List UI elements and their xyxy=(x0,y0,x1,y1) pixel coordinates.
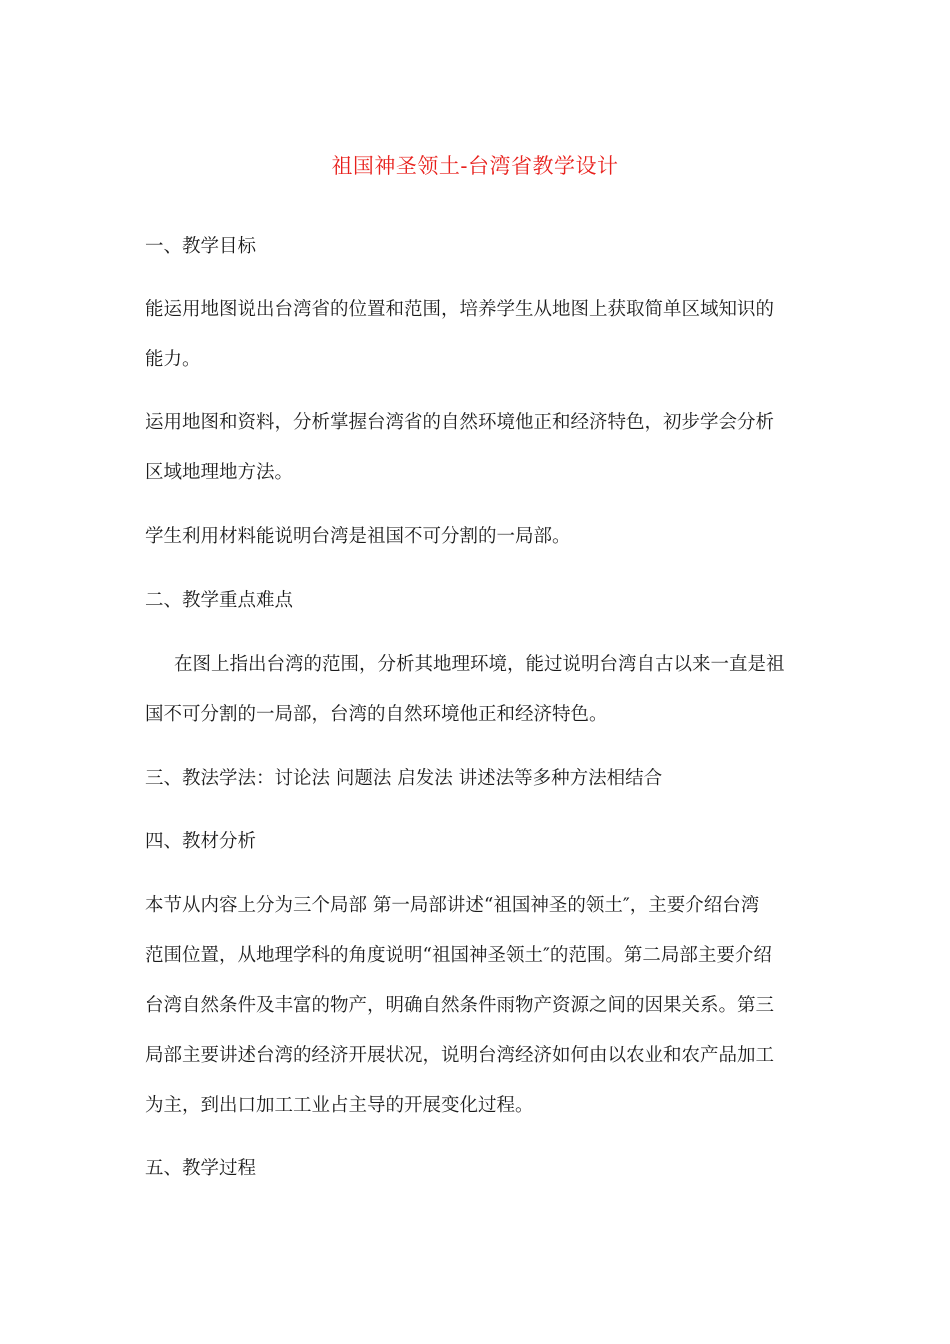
section-1-heading: 一、教学目标 xyxy=(145,236,257,257)
paragraph-line: 国不可分割的一局部，台湾的自然环境他正和经济特色。 xyxy=(145,704,608,725)
paragraph-line: 能力。 xyxy=(145,349,201,370)
section-1-paragraph-2 xyxy=(145,398,810,498)
document-title: 祖国神圣领土-台湾省教学设计 xyxy=(331,154,619,178)
paragraph-line: 区域地理地方法。 xyxy=(145,462,294,483)
paragraph-line: 台湾自然条件及丰富的物产，明确自然条件雨物产资源之间的因果关系。第三 xyxy=(145,995,775,1016)
paragraph-line: 局部主要讲述台湾的经济开展状况，说明台湾经济如何由以农业和农产品加工 xyxy=(145,1045,775,1066)
section-2-paragraph-1 xyxy=(145,640,810,740)
section-3-heading: 三、教法学法：讨论法 问题法 启发法 讲述法等多种方法相结合 xyxy=(145,768,663,789)
section-1-paragraph-3: 学生利用材料能说明台湾是祖国不可分割的一局部。 xyxy=(145,526,571,547)
section-5-heading: 五、教学过程 xyxy=(145,1158,257,1179)
paragraph-line: 能运用地图说出台湾省的位置和范围，培养学生从地图上获取简单区域知识的 xyxy=(145,299,775,320)
paragraph-line: 范围位置，从地理学科的角度说明“祖国神圣领土″的范围。第二局部主要介绍 xyxy=(145,945,772,966)
section-4-paragraph-1 xyxy=(145,881,810,1131)
section-2-heading: 二、教学重点难点 xyxy=(145,590,294,611)
section-4-heading: 四、教材分析 xyxy=(145,831,257,852)
paragraph-line: 在图上指出台湾的范围，分析其地理环境，能过说明台湾自古以来一直是祖 xyxy=(174,654,785,675)
paragraph-line: 本节从内容上分为三个局部 第一局部讲述“祖国神圣的领土″，主要介绍台湾 xyxy=(145,895,760,916)
paragraph-line: 为主，到出口加工工业占主导的开展变化过程。 xyxy=(145,1095,534,1116)
section-1-paragraph-1 xyxy=(145,285,810,385)
paragraph-line: 运用地图和资料，分析掌握台湾省的自然环境他正和经济特色，初步学会分析 xyxy=(145,412,775,433)
